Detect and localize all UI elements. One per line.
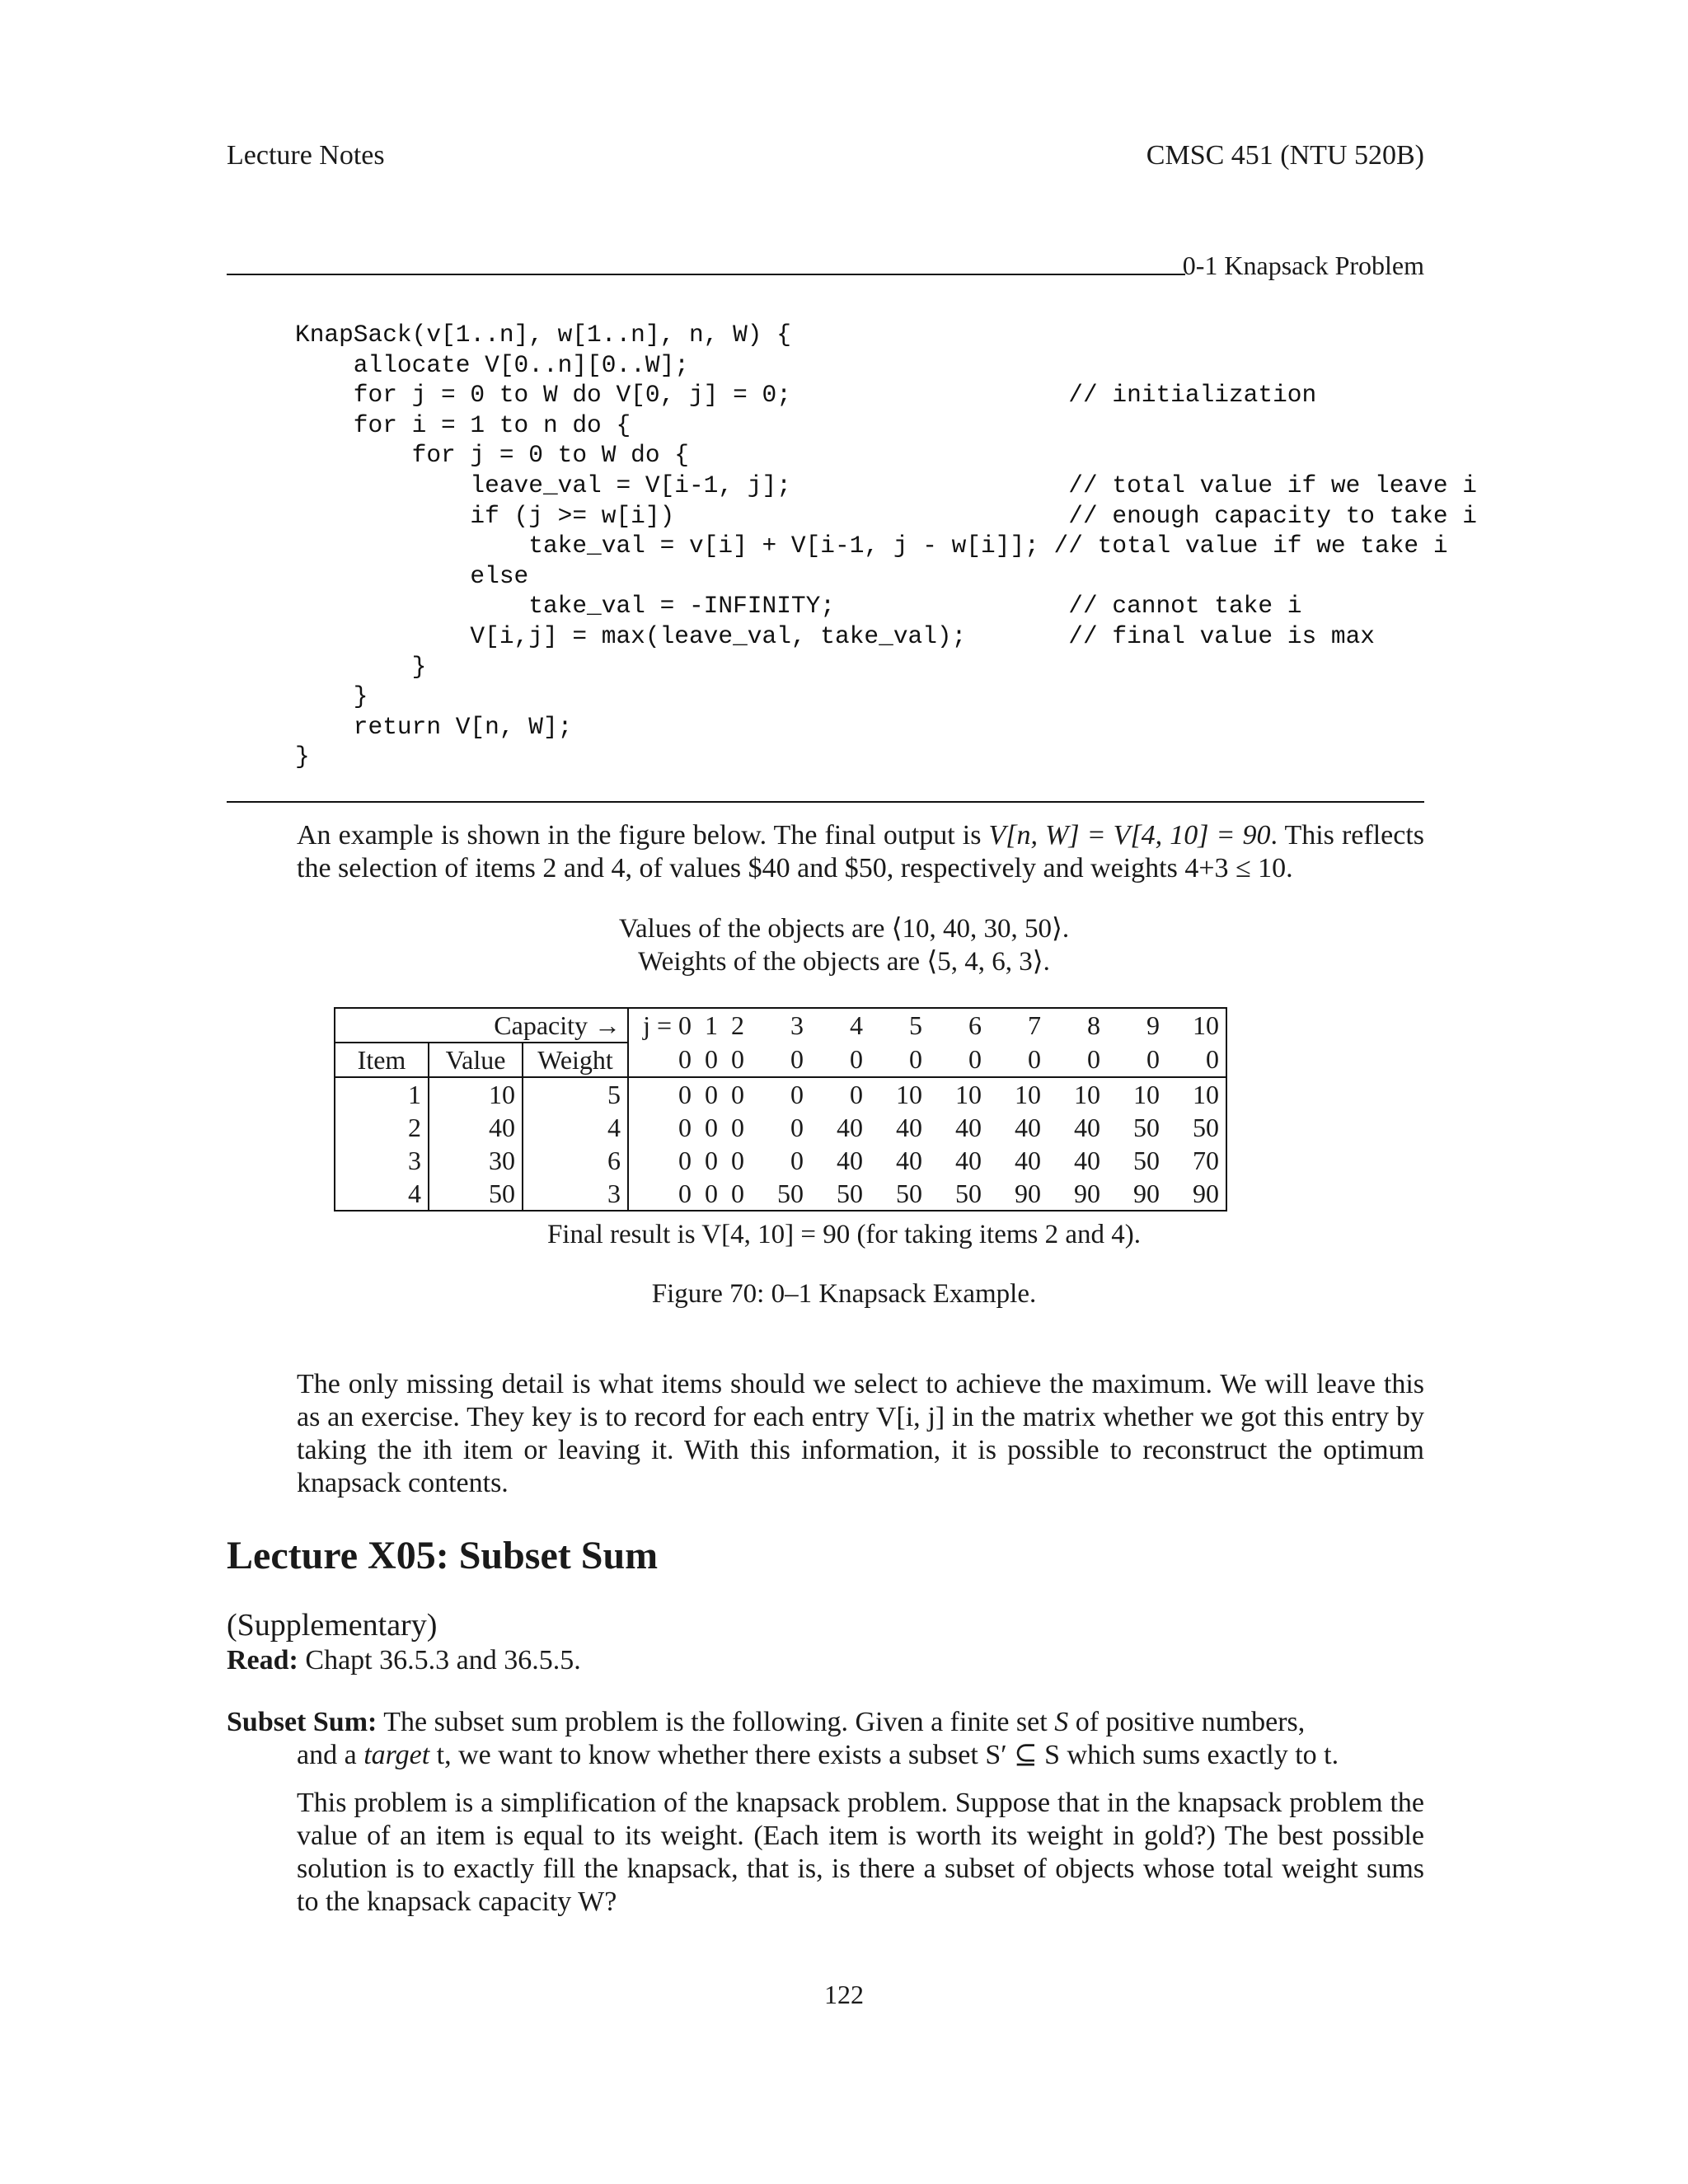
- running-header-right: CMSC 451 (NTU 520B): [1146, 140, 1424, 171]
- subset-sum-definition: [227, 1706, 1424, 1739]
- math-symbol: S: [1054, 1707, 1069, 1737]
- table-cell: 50: [1133, 1145, 1160, 1175]
- simplification-paragraph: This problem is a simplification of the knapsack problem. Suppose that in the knapsack problem the value of an item is equal to its weight. (Each item is worth its weight in gold?) The best possible solution is to exactly fill the knapsack, that is, is there a subset of objects whose total weight sums to the knapsack capacity W?: [297, 1788, 1424, 1917]
- table-header-row: [335, 1008, 1226, 1043]
- cap-header: j = 0: [628, 1008, 698, 1043]
- code-line: for j = 0 to W do V[0, j] = 0; // initialization: [295, 381, 1317, 410]
- table-cell: 0: [731, 1079, 744, 1109]
- item-cell: 2: [335, 1111, 429, 1144]
- table-cell: 90: [1166, 1177, 1226, 1211]
- table-cell: 0: [988, 1043, 1048, 1077]
- para-text: An example is shown in the figure below. The final output is: [297, 820, 989, 851]
- table-cell: 0: [929, 1043, 988, 1077]
- subset-sum-definition-line2: [297, 1739, 1424, 1772]
- value-header: Value: [429, 1043, 523, 1077]
- math-expression: V[n, W] = V[4, 10] = 90: [988, 820, 1271, 851]
- item-cell: 3: [335, 1144, 429, 1177]
- table-cell: 90: [1107, 1177, 1166, 1211]
- table-cell: 0: [790, 1079, 804, 1109]
- table-cell: 50: [870, 1177, 929, 1211]
- running-header-left: Lecture Notes: [227, 140, 385, 171]
- table-cell: 70: [1166, 1144, 1226, 1177]
- value-cell: 50: [429, 1177, 523, 1211]
- table-cell: 0: [628, 1177, 698, 1211]
- reading-line: [227, 1645, 581, 1676]
- missing-detail-paragraph: The only missing detail is what items should we select to achieve the maximum. We will leave this as an exercise. They key is to record for each entry V[i, j] in the matrix whether we got this entry by taking the ith item or leaving it. With this information, it is possible to reconstruct the optimum knapsack contents.: [297, 1369, 1424, 1498]
- table-cell: 10: [896, 1079, 922, 1109]
- table-cell: 0: [790, 1145, 804, 1175]
- cap-header: 7: [988, 1008, 1048, 1043]
- subset-sum-label: Subset Sum:: [227, 1707, 377, 1737]
- item-cell: 4: [335, 1177, 429, 1211]
- table-cell: 40: [955, 1112, 982, 1142]
- table-cell: 40: [837, 1112, 863, 1142]
- table-cell: 10: [955, 1079, 982, 1109]
- table-row: [335, 1177, 1226, 1211]
- para-text: The subset sum problem is the following. Given a finite set: [377, 1707, 1055, 1737]
- weight-cell: 6: [523, 1144, 628, 1177]
- cap-header: 10: [1166, 1008, 1226, 1043]
- table-cell: 40: [1015, 1145, 1041, 1175]
- weight-header: Weight: [523, 1043, 628, 1077]
- table-cell: 0: [731, 1145, 744, 1175]
- code-bottom-rule: [227, 801, 1424, 803]
- table-cell: 40: [896, 1145, 922, 1175]
- table-cell: 0: [705, 1112, 718, 1142]
- table-cell: 0: [810, 1043, 870, 1077]
- section-title: 0-1 Knapsack Problem: [1182, 251, 1424, 280]
- figure-caption: Figure 70: 0–1 Knapsack Example.: [651, 1279, 1037, 1309]
- table-cell: 0: [678, 1112, 692, 1142]
- table-cell: 0: [1166, 1043, 1226, 1077]
- cap-header: 9: [1107, 1008, 1166, 1043]
- item-header: Item: [335, 1043, 429, 1077]
- table-cell: 10: [1074, 1079, 1100, 1109]
- page-number: 122: [824, 1980, 864, 2009]
- para-text: . This reflects the selection of items 2 and 4, of values $40 and $50, respectively and weights 4+3 ≤ 10.: [297, 820, 1424, 883]
- table-cell: 0: [870, 1043, 929, 1077]
- table-cell: 40: [1015, 1112, 1041, 1142]
- code-line: }: [295, 652, 427, 681]
- table-cell: 50: [810, 1177, 870, 1211]
- cap-header: 3: [751, 1008, 810, 1043]
- table-cell: 50: [751, 1177, 810, 1211]
- table-cell: 40: [955, 1145, 982, 1175]
- table-row: [335, 1111, 1226, 1144]
- table-cell: 0: [705, 1079, 718, 1109]
- cap-header: 8: [1048, 1008, 1107, 1043]
- emphasis-text: target: [363, 1740, 430, 1770]
- figure-weights-line: Weights of the objects are ⟨5, 4, 6, 3⟩.: [638, 947, 1050, 977]
- code-line: take_val = -INFINITY; // cannot take i: [295, 592, 1302, 621]
- table-cell: 10: [1166, 1077, 1226, 1111]
- table-row: [335, 1043, 1226, 1077]
- cap-header: 6: [929, 1008, 988, 1043]
- table-cell: 0: [628, 1043, 698, 1077]
- table-cell: 40: [1074, 1145, 1100, 1175]
- value-cell: 10: [429, 1077, 523, 1111]
- table-cell: 40: [837, 1145, 863, 1175]
- figure-values-line: Values of the objects are ⟨10, 40, 30, 50⟩.: [618, 914, 1070, 944]
- capacity-label: Capacity →: [335, 1008, 628, 1043]
- code-line: V[i,j] = max(leave_val, take_val); // final value is max: [295, 621, 1376, 650]
- code-line: leave_val = V[i-1, j]; // total value if we leave i: [295, 471, 1477, 499]
- table-cell: 0: [698, 1177, 724, 1211]
- table-cell: 50: [929, 1177, 988, 1211]
- table-cell: 40: [1074, 1112, 1100, 1142]
- table-cell: 0: [751, 1043, 810, 1077]
- read-text: Chapt 36.5.3 and 36.5.5.: [298, 1645, 581, 1675]
- table-cell: 50: [1133, 1112, 1160, 1142]
- table-row: [335, 1144, 1226, 1177]
- cap-header: 4: [810, 1008, 870, 1043]
- table-cell: 0: [850, 1079, 863, 1109]
- table-cell: 50: [1166, 1111, 1226, 1144]
- code-line: if (j >= w[i]) // enough capacity to take i: [295, 501, 1477, 530]
- code-line: else: [295, 561, 529, 590]
- table-row: [335, 1077, 1226, 1111]
- section-rule: [227, 274, 1185, 275]
- table-cell: 10: [1133, 1079, 1160, 1109]
- table-cell: 90: [1048, 1177, 1107, 1211]
- para-text: t, we want to know whether there exists a subset S′ ⊆ S which sums exactly to t.: [429, 1740, 1339, 1770]
- weight-cell: 3: [523, 1177, 628, 1211]
- table-cell: 90: [988, 1177, 1048, 1211]
- figure-final-result: Final result is V[4, 10] = 90 (for taking items 2 and 4).: [546, 1220, 1142, 1249]
- table-cell: 0: [678, 1079, 692, 1109]
- weight-cell: 4: [523, 1111, 628, 1144]
- table-cell: 0: [1107, 1043, 1166, 1077]
- table-cell: 0: [1048, 1043, 1107, 1077]
- table-cell: 0: [724, 1043, 751, 1077]
- cap-header: 5: [870, 1008, 929, 1043]
- section-header: [227, 247, 1424, 288]
- code-listing: [295, 320, 1477, 772]
- cap-header: 1: [698, 1008, 724, 1043]
- table-cell: 0: [724, 1177, 751, 1211]
- code-line: }: [295, 682, 368, 711]
- code-line: return V[n, W];: [295, 712, 573, 741]
- knapsack-table: [334, 1007, 1227, 1212]
- weight-cell: 5: [523, 1077, 628, 1111]
- code-line: for j = 0 to W do {: [295, 441, 689, 470]
- cap-header: 2: [724, 1008, 751, 1043]
- read-label: Read:: [227, 1645, 298, 1675]
- value-cell: 30: [429, 1144, 523, 1177]
- code-line: for i = 1 to n do {: [295, 410, 631, 439]
- code-line: }: [295, 743, 310, 771]
- table-cell: 0: [731, 1112, 744, 1142]
- para-text: of positive numbers,: [1068, 1707, 1306, 1737]
- lecture-title: Lecture X05: Subset Sum: [227, 1534, 659, 1577]
- code-line: take_val = v[i] + V[i-1, j - w[i]]; // total value if we take i: [295, 532, 1448, 560]
- table-cell: 40: [896, 1112, 922, 1142]
- table-cell: 0: [705, 1145, 718, 1175]
- table-cell: 0: [790, 1112, 804, 1142]
- value-cell: 40: [429, 1111, 523, 1144]
- table-cell: 10: [1015, 1079, 1041, 1109]
- para-text: and a: [297, 1740, 364, 1770]
- code-line: KnapSack(v[1..n], w[1..n], n, W) {: [295, 321, 791, 349]
- example-paragraph: [297, 819, 1424, 885]
- code-line: allocate V[0..n][0..W];: [295, 350, 689, 379]
- supplementary-label: (Supplementary): [227, 1608, 438, 1643]
- table-cell: 0: [698, 1043, 724, 1077]
- item-cell: 1: [335, 1077, 429, 1111]
- table-cell: 0: [678, 1145, 692, 1175]
